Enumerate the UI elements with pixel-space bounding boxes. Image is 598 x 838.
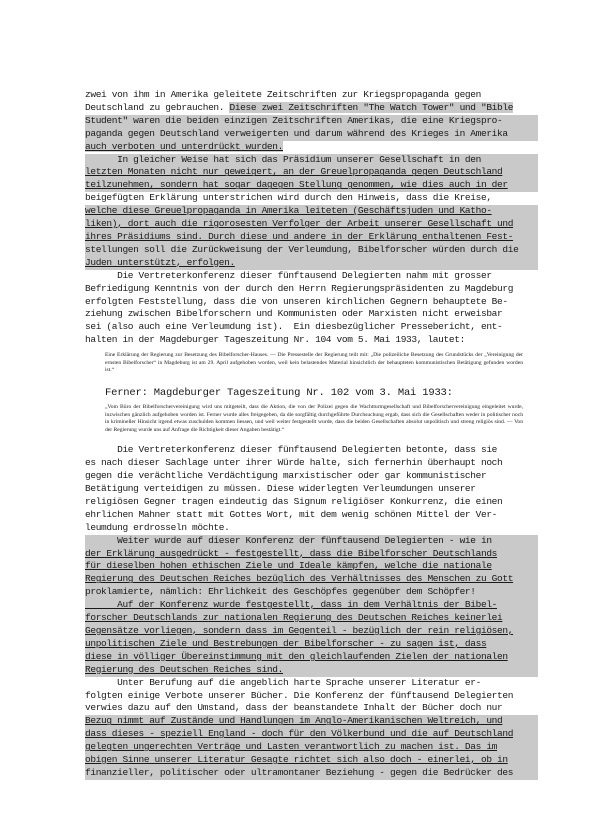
highlighted-line: In gleicher Weise hat sich das Präsidium unserer Gesellschaft in den xyxy=(85,154,538,167)
underlined-line: Juden unterstützt, erfolgen. xyxy=(85,257,538,270)
text-segment: Deutschland zu gebrauchen. xyxy=(85,101,230,113)
paragraph-2 xyxy=(85,154,538,270)
underlined-line: der Erklärung ausgedrückt - festgestellt, dass die Bibelforscher Deutschlands xyxy=(85,548,538,561)
text-line: religiösen Gegner tragen eindeutig das Signum religiöser Konkurrenz, die einen xyxy=(85,495,503,507)
text-line xyxy=(85,102,538,115)
underlined-line: diese in völliger Übereinstimmung mit den gleichlaufenden Zielen der nationalen xyxy=(85,651,538,664)
underlined-line: Auf der Konferenz wurde festgestellt, dass in dem Verhältnis der Bibel- xyxy=(85,599,538,612)
source-heading: Ferner: Magdeburger Tageszeitung Nr. 102 vom 3. Mai 1933: xyxy=(105,386,453,399)
paragraph-6 xyxy=(85,677,538,780)
text-line: Betätigung verteidigen zu müssen. Diese widerlegten Verleumdungen unserer xyxy=(85,483,476,494)
underlined-line: Gegensätze vorliegen, sondern dass im Gegenteil - bezüglich der rein religiösen, xyxy=(85,625,538,638)
text-line: sei (also auch eine Verleumdung ist). Ein diesbezüglicher Pressebericht, ent- xyxy=(85,321,503,333)
text-line: leumdung erdrosseln möchte. xyxy=(85,521,230,533)
highlighted-line: proklamierte, nämlich: Ehrlichkeit des Geschöpfes gegenüber dem Schöpfer! xyxy=(85,586,538,599)
underlined-line: gelegten ungerechten Verträge und Lasten verantwortlich zu machen ist. Das im xyxy=(85,741,538,754)
underlined-line: welche diese Greuelpropaganda in Amerika leiteten (Geschäftsjuden und Katho- xyxy=(85,205,538,218)
underlined-line: unpolitischen Ziele und Bestrebungen der Bibelforscher - zu sagen ist, dass xyxy=(85,638,538,651)
highlighted-line: finanzieller, politischer oder ultramontaner Beziehung - gegen die Bedrücker des xyxy=(85,767,538,780)
text-line: beigefügten Erklärung unterstrichen wird durch den Hinweis, dass die Kreise, xyxy=(85,192,492,204)
text-line: erfolgten Feststellung, dass die von unseren kirchlichen Gegnern behauptete Be- xyxy=(85,295,508,307)
highlighted-line: Student" waren die beiden einzigen Zeitschriften Amerikas, die eine Kriegspro- xyxy=(85,115,538,128)
underlined-line: dass dieses - speziell England - doch für den Völkerbund und die auf Deutschland xyxy=(85,728,538,741)
press-quote-2: „Vom Büro der Bibelforschervereinigung wird uns mitgeteilt, dass die Aktion, die von der Polizei gegen die Wachtturmgesellschaft und Bibelforschervereinigung eingeleitet wurde, inzwischen gänzlich aufgehoben worden ist. Ferner wurde alles freigegeben, da die sorgfältig durchgeführte Durchsuchung ergab, dass sich die Gesellschaften weder in politischer noch in krimineller Hinsicht irgend etwas zuschulden kommen liessen, und weil weiter festgestellt wurde, dass die beiden Gesellschaften absolut unpolitisch und streng religiös sind. — Von der Regierung wurde uns auf Anfrage die Richtigkeit dieser Angaben bestätigt.“ xyxy=(105,403,523,433)
text-line: gegen die verächtliche Verdächtigung marxistischer oder gar kommunistischer xyxy=(85,470,487,482)
paragraph-5 xyxy=(85,535,538,677)
text-line: zwei von ihm in Amerika geleitete Zeitschriften zur Kriegspropaganda gegen xyxy=(85,89,481,100)
press-quote-1: Eine Erklärung der Regierung zur Besetzung des Bibelforscher-Hauses. — Die Pressestelle der Regierung teilt mit: „Die polizeiliche Besetzung des Grundstücks der „Vereinigung der ernsten Bibelforscher“ in Magdeburg ist am 29. April aufgehoben worden, weil kein belastendes Material hinsichtlich der behaupteten kommunistischen Betätigung gefunden worden ist.“ xyxy=(105,352,523,374)
highlighted-text: auch verboten und unterdrückt wurden. xyxy=(85,140,283,152)
underlined-line: Regierung des Deutschen Reiches bezüglich des Verhältnisses des Menschen zu Gott xyxy=(85,573,538,586)
underlined-line: forscher Deutschlands zur nationalen Regierung des Deutschen Reiches keinerlei xyxy=(85,612,538,625)
text-line: Unter Berufung auf die angeblich harte Sprache unserer Literatur er- xyxy=(85,676,481,688)
text-line: Die Vertreterkonferenz dieser fünftausend Delegierten betonte, dass sie xyxy=(85,444,498,456)
highlighted-line: Weiter wurde auf dieser Konferenz der fünftausend Delegierten - wie in xyxy=(85,535,538,548)
text-line: halten in der Magdeburger Tageszeitung Nr. 104 vom 5. Mai 1933, lautet: xyxy=(85,334,465,346)
underlined-line: Regierung des Deutschen Reiches sind. xyxy=(85,664,538,677)
text-line: ehrlichen Mahner statt mit Gottes Wort, mit dem wenig schönen Mittel der Ver- xyxy=(85,508,498,520)
text-line: folgten einige Verbote unserer Bücher. Die Konferenz der fünftausend Delegierten xyxy=(85,689,514,701)
text-line: verwies dazu auf den Umstand, dass der beanstandete Inhalt der Bücher doch nur xyxy=(85,702,503,714)
underlined-line: obigen Sinne unserer Literatur Gesagte richtet sich also doch - einerlei, ob in xyxy=(85,754,538,767)
highlighted-line: paganda gegen Deutschland verweigerten und darum während des Krieges in Amerika xyxy=(85,128,538,141)
text-line: es nach dieser Sachlage unter ihrer Würde halte, sich fernerhin überhaupt noch xyxy=(85,457,503,469)
underlined-line: liken), dort auch die rigorosesten Verfolger der Arbeit unserer Gesellschaft und xyxy=(85,218,538,231)
underlined-line: letzten Monaten nicht nur geweigert, an der Greuelpropaganda gegen Deutschland xyxy=(85,166,538,179)
text-line: ziehung zwischen Bibelforschern und Kommunisten oder Marxisten nicht erweisbar xyxy=(85,308,503,320)
paragraph-3 xyxy=(85,270,538,347)
underlined-line xyxy=(85,141,538,154)
text-line: Die Vertreterkonferenz dieser fünftausend Delegierten nahm mit grosser xyxy=(85,269,492,281)
underlined-line: für dieselben hohen ethischen Ziele und Ideale kämpfen, welche die nationale xyxy=(85,560,538,573)
paragraph-4 xyxy=(85,444,538,534)
text-line: Befriedigung Kenntnis von der durch den Herrn Regierungspräsidenten zu Magdeburg xyxy=(85,282,514,294)
highlighted-line: stellungen soll die Zurückweisung der Verleumdung, Bibelforscher würden durch die xyxy=(85,244,538,257)
paragraph-1 xyxy=(85,89,538,154)
underlined-line: Bezug nimmt auf Zustände und Handlungen im Anglo-Amerikanischen Weltreich, und xyxy=(85,715,538,728)
underlined-line: teilzunehmen, sondern hat sogar dagegen Stellung genommen, wie dies auch in der xyxy=(85,179,538,192)
highlighted-text: Diese zwei Zeitschriften "The Watch Tower" und "Bible xyxy=(229,101,514,113)
underlined-line: ihres Präsidiums sind. Durch diese und andere in der Erklärung enthaltenen Fest- xyxy=(85,231,538,244)
